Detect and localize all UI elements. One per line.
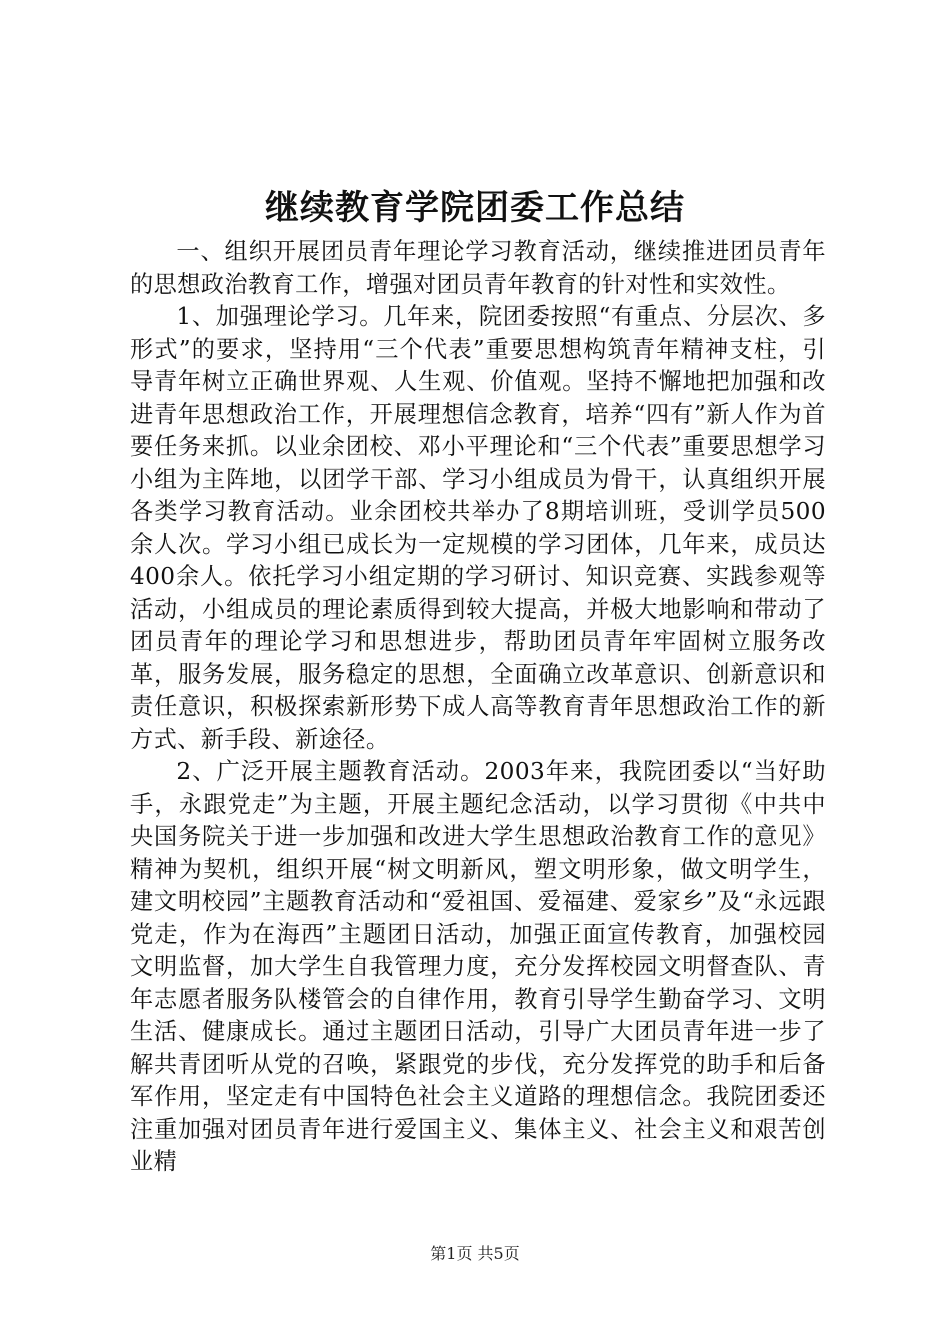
paragraph-section-one: 一、组织开展团员青年理论学习教育活动，继续推进团员青年的思想政治教育工作，增强对团员青年教育的针对性和实效性。 [130,238,826,298]
page-footer: 第1页 共5页 [430,1244,520,1263]
document-body [130,236,826,1179]
paragraph-theme-education: 2、广泛开展主题教育活动。2003年来，我院团委以“当好助手，永跟党走”为主题，开展主题纪念活动，以学习贯彻《中共中央国务院关于进一步加强和改进大学生思想政治教育工作的意见》精神为契机，组织开展“树文明新风，塑文明形象，做文明学生，建文明校园”主题教育活动和“爱祖国、爱福建、爱家乡”及“永远跟党走，作为在海西”主题团日活动，加强正面宣传教育，加强校园文明监督，加大学生自我管理力度，充分发挥校园文明督查队、青年志愿者服务队楼管会的自律作用，教育引导学生勤奋学习、文明生活、健康成长。通过主题团日活动，引导广大团员青年进一步了解共青团听从党的召唤，紧跟党的步伐，充分发挥党的助手和后备军作用，坚定走有中国特色社会主义道路的理想信念。我院团委还注重加强对团员青年进行爱国主义、集体主义、社会主义和艰苦创业精 [130,758,826,1175]
paragraph-theory-study: 1、加强理论学习。几年来，院团委按照“有重点、分层次、多形式”的要求，坚持用“三个代表”重要思想构筑青年精神支柱，引导青年树立正确世界观、人生观、价值观。坚持不懈地把加强和改进青年思想政治工作，开展理想信念教育，培养“四有”新人作为首要任务来抓。以业余团校、邓小平理论和“三个代表”重要思想学习小组为主阵地，以团学干部、学习小组成员为骨干，认真组织开展各类学习教育活动。业余团校共举办了8期培训班，受训学员500余人次。学习小组已成长为一定规模的学习团体，几年来，成员达400余人。依托学习小组定期的学习研讨、知识竞赛、实践参观等活动，小组成员的理论素质得到较大提高，并极大地影响和带动了团员青年的理论学习和思想进步，帮助团员青年牢固树立服务改革，服务发展，服务稳定的思想，全面确立改革意识、创新意识和责任意识，积极探索新形势下成人高等教育青年思想政治工作的新方式、新手段、新途径。 [130,303,826,753]
document-title: 继续教育学院团委工作总结 [265,188,685,228]
